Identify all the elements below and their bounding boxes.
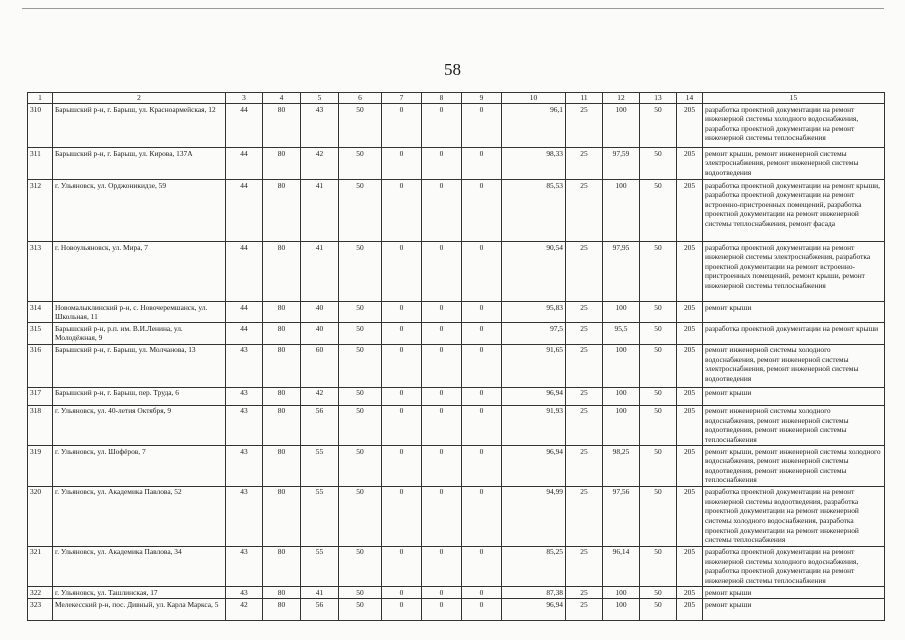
cell-col6: 50 [339,446,382,487]
cell-col9: 0 [462,180,502,242]
top-rule [22,8,884,9]
cell-col11: 25 [566,387,603,405]
cell-col7: 0 [382,104,422,148]
cell-address: Барышский р-н, р.п. им. В.И.Ленина, ул. Молодёжная, 9 [53,323,226,344]
cell-col4: 80 [263,302,301,323]
col-header: 14 [677,93,703,104]
cell-address: Барышский р-н, г. Барыш, ул. Красноармейская, 12 [53,104,226,148]
cell-col12: 100 [603,180,640,242]
cell-col9: 0 [462,587,502,599]
cell-works: ремонт крыши [703,599,885,621]
cell-col11: 25 [566,446,603,487]
cell-col12: 100 [603,302,640,323]
cell-col8: 0 [422,104,462,148]
cell-number: 322 [28,587,53,599]
col-header: 12 [603,93,640,104]
cell-col9: 0 [462,446,502,487]
cell-col13: 50 [640,546,677,587]
header-row [28,93,885,104]
cell-col3: 42 [226,599,263,621]
cell-col3: 44 [226,104,263,148]
cell-col11: 25 [566,587,603,599]
cell-col12: 95,5 [603,323,640,344]
cell-col9: 0 [462,486,502,546]
cell-col5: 42 [301,148,339,180]
cell-col10: 91,65 [502,344,566,387]
cell-col4: 80 [263,344,301,387]
col-header: 3 [226,93,263,104]
cell-col10: 95,83 [502,302,566,323]
cell-address: г. Новоульяновск, ул. Мира, 7 [53,242,226,302]
cell-col11: 25 [566,148,603,180]
col-header: 10 [502,93,566,104]
col-header: 9 [462,93,502,104]
cell-col6: 50 [339,546,382,587]
cell-col13: 50 [640,148,677,180]
cell-col9: 0 [462,344,502,387]
cell-col11: 25 [566,486,603,546]
cell-col14: 205 [677,242,703,302]
cell-col9: 0 [462,148,502,180]
cell-col11: 25 [566,344,603,387]
table-row [28,242,885,302]
cell-col7: 0 [382,180,422,242]
cell-col5: 41 [301,587,339,599]
cell-col5: 43 [301,104,339,148]
cell-col11: 25 [566,405,603,446]
cell-col12: 100 [603,344,640,387]
cell-col3: 44 [226,323,263,344]
cell-number: 310 [28,104,53,148]
col-header: 2 [53,93,226,104]
cell-col6: 50 [339,148,382,180]
cell-col12: 100 [603,599,640,621]
cell-col11: 25 [566,546,603,587]
cell-col14: 205 [677,405,703,446]
cell-works: разработка проектной документации на ремонт инженерной системы холодного водоснабжения, разработка проектной документации на ремонт инженерной системы теплоснабжения [703,546,885,587]
cell-col10: 91,93 [502,405,566,446]
cell-col12: 97,59 [603,148,640,180]
cell-col4: 80 [263,148,301,180]
cell-col4: 80 [263,387,301,405]
cell-col3: 43 [226,405,263,446]
cell-col4: 80 [263,242,301,302]
cell-col14: 205 [677,599,703,621]
cell-col3: 43 [226,546,263,587]
cell-address: г. Ульяновск, ул. Ташлинская, 17 [53,587,226,599]
cell-col14: 205 [677,446,703,487]
cell-col10: 94,99 [502,486,566,546]
cell-col5: 55 [301,546,339,587]
cell-col11: 25 [566,323,603,344]
cell-col6: 50 [339,387,382,405]
cell-col13: 50 [640,242,677,302]
cell-col8: 0 [422,180,462,242]
cell-col5: 41 [301,242,339,302]
cell-col6: 50 [339,104,382,148]
cell-col3: 44 [226,242,263,302]
cell-col10: 96,94 [502,446,566,487]
cell-col10: 98,33 [502,148,566,180]
cell-col9: 0 [462,599,502,621]
cell-col7: 0 [382,405,422,446]
cell-col9: 0 [462,104,502,148]
cell-address: Барышский р-н, г. Барыш, ул. Кирова, 137А [53,148,226,180]
cell-works: ремонт крыши, ремонт инженерной системы холодного водоснабжения, ремонт инженерной системы водоотведения, ремонт инженерной системы теплоснабжения [703,446,885,487]
table-body [28,104,885,621]
cell-col6: 50 [339,599,382,621]
cell-col7: 0 [382,446,422,487]
cell-number: 319 [28,446,53,487]
table-row [28,486,885,546]
cell-col11: 25 [566,599,603,621]
cell-col14: 205 [677,387,703,405]
cell-col4: 80 [263,546,301,587]
cell-col12: 100 [603,387,640,405]
cell-col13: 50 [640,104,677,148]
cell-number: 320 [28,486,53,546]
cell-col9: 0 [462,323,502,344]
cell-address: Барышский р-н, г. Барыш, пер. Труда, 6 [53,387,226,405]
cell-col13: 50 [640,405,677,446]
cell-col13: 50 [640,486,677,546]
cell-address: Барышский р-н, г. Барыш, ул. Молчанова, 13 [53,344,226,387]
cell-works: разработка проектной документации на ремонт инженерной системы электроснабжения, разработка проектной документации на ремонт встроенно-пристроенных помещений, ремонт крыши, ремонт инженерной системы теплоснабжения [703,242,885,302]
cell-number: 318 [28,405,53,446]
table-row [28,546,885,587]
cell-col3: 43 [226,446,263,487]
cell-col3: 44 [226,302,263,323]
col-header: 6 [339,93,382,104]
col-header: 8 [422,93,462,104]
cell-col5: 55 [301,446,339,487]
cell-col7: 0 [382,242,422,302]
col-header: 4 [263,93,301,104]
cell-address: г. Ульяновск, ул. Орджоникидзе, 59 [53,180,226,242]
cell-col10: 87,38 [502,587,566,599]
cell-number: 316 [28,344,53,387]
cell-number: 313 [28,242,53,302]
cell-col10: 90,54 [502,242,566,302]
cell-col13: 50 [640,587,677,599]
cell-col7: 0 [382,323,422,344]
cell-col7: 0 [382,387,422,405]
cell-works: ремонт крыши [703,387,885,405]
cell-col6: 50 [339,587,382,599]
cell-col8: 0 [422,148,462,180]
cell-col13: 50 [640,180,677,242]
cell-address: г. Ульяновск, ул. Шофёров, 7 [53,446,226,487]
cell-col14: 205 [677,546,703,587]
cell-address: г. Ульяновск, ул. 40-летия Октября, 9 [53,405,226,446]
cell-col10: 97,5 [502,323,566,344]
cell-col5: 42 [301,387,339,405]
cell-address: г. Ульяновск, ул. Академика Павлова, 34 [53,546,226,587]
page-number: 58 [444,60,461,79]
cell-col10: 96,1 [502,104,566,148]
cell-col4: 80 [263,446,301,487]
cell-works: ремонт инженерной системы холодного водоснабжения, ремонт инженерной системы водоотведения, ремонт инженерной системы теплоснабжения [703,405,885,446]
col-header: 1 [28,93,53,104]
table-row [28,180,885,242]
cell-col3: 43 [226,387,263,405]
table-row [28,387,885,405]
cell-col11: 25 [566,302,603,323]
cell-col11: 25 [566,242,603,302]
cell-col9: 0 [462,546,502,587]
cell-col12: 96,14 [603,546,640,587]
cell-col13: 50 [640,344,677,387]
cell-col12: 100 [603,405,640,446]
cell-col5: 41 [301,180,339,242]
table-row [28,104,885,148]
cell-col12: 97,56 [603,486,640,546]
cell-col4: 80 [263,587,301,599]
cell-col6: 50 [339,242,382,302]
col-header: 5 [301,93,339,104]
cell-col6: 50 [339,323,382,344]
cell-col9: 0 [462,405,502,446]
cell-number: 317 [28,387,53,405]
cell-col13: 50 [640,599,677,621]
col-header: 11 [566,93,603,104]
table-row [28,302,885,323]
cell-works: ремонт крыши [703,587,885,599]
cell-col7: 0 [382,599,422,621]
cell-col12: 98,25 [603,446,640,487]
cell-col4: 80 [263,486,301,546]
cell-col7: 0 [382,486,422,546]
cell-col6: 50 [339,302,382,323]
cell-works: разработка проектной документации на ремонт инженерной системы холодного водоснабжения, разработка проектной документации на ремонт инженерной системы теплоснабжения [703,104,885,148]
col-header: 15 [703,93,885,104]
cell-col8: 0 [422,242,462,302]
cell-col5: 40 [301,302,339,323]
cell-col14: 205 [677,587,703,599]
cell-col6: 50 [339,405,382,446]
cell-col10: 85,53 [502,180,566,242]
cell-number: 321 [28,546,53,587]
cell-works: разработка проектной документации на ремонт инженерной системы водоотведения, разработка проектной документации на ремонт инженерной системы холодного водоснабжения, разработка проектной документации на ремонт инженерной системы теплоснабжения [703,486,885,546]
cell-col8: 0 [422,587,462,599]
data-table [27,92,885,621]
cell-col3: 44 [226,180,263,242]
cell-address: Мелекесский р-н, пос. Дивный, ул. Карла Маркса, 5 [53,599,226,621]
cell-col12: 100 [603,587,640,599]
cell-col6: 50 [339,180,382,242]
cell-col3: 43 [226,344,263,387]
cell-number: 314 [28,302,53,323]
cell-col13: 50 [640,387,677,405]
cell-col4: 80 [263,323,301,344]
cell-col14: 205 [677,104,703,148]
col-header: 7 [382,93,422,104]
cell-col4: 80 [263,599,301,621]
cell-col14: 205 [677,148,703,180]
cell-col7: 0 [382,546,422,587]
table-row [28,344,885,387]
cell-col14: 205 [677,344,703,387]
table-row [28,599,885,621]
cell-col6: 50 [339,486,382,546]
cell-col8: 0 [422,344,462,387]
cell-col8: 0 [422,546,462,587]
table-row [28,587,885,599]
table-row [28,446,885,487]
cell-col8: 0 [422,302,462,323]
cell-col10: 96,94 [502,599,566,621]
cell-col7: 0 [382,148,422,180]
cell-col8: 0 [422,599,462,621]
cell-col10: 85,25 [502,546,566,587]
cell-col5: 60 [301,344,339,387]
cell-number: 323 [28,599,53,621]
cell-address: г. Ульяновск, ул. Академика Павлова, 52 [53,486,226,546]
col-header: 13 [640,93,677,104]
cell-col5: 56 [301,599,339,621]
table-header [28,93,885,104]
cell-col7: 0 [382,344,422,387]
cell-col14: 205 [677,302,703,323]
cell-address: Новомалыклинский р-н, с. Новочеремшанск, ул. Школьная, 11 [53,302,226,323]
cell-col4: 80 [263,180,301,242]
cell-works: ремонт крыши [703,302,885,323]
table-row [28,405,885,446]
cell-col13: 50 [640,302,677,323]
cell-col8: 0 [422,486,462,546]
cell-col8: 0 [422,323,462,344]
cell-works: ремонт крыши, ремонт инженерной системы электроснабжения, ремонт инженерной системы водоотведения [703,148,885,180]
cell-col3: 43 [226,486,263,546]
cell-col5: 55 [301,486,339,546]
cell-col8: 0 [422,405,462,446]
cell-col11: 25 [566,180,603,242]
cell-number: 311 [28,148,53,180]
cell-number: 315 [28,323,53,344]
cell-col6: 50 [339,344,382,387]
cell-col3: 44 [226,148,263,180]
table-row [28,323,885,344]
cell-col7: 0 [382,587,422,599]
cell-col9: 0 [462,302,502,323]
cell-col8: 0 [422,387,462,405]
cell-col9: 0 [462,387,502,405]
cell-works: разработка проектной документации на ремонт крыши, разработка проектной документации на ремонт встроенно-пристроенных помещений, разработка проектной документации на ремонт инженерной системы теплоснабжения, ремонт фасада [703,180,885,242]
cell-col14: 205 [677,486,703,546]
cell-col8: 0 [422,446,462,487]
cell-col14: 205 [677,323,703,344]
cell-col4: 80 [263,405,301,446]
cell-col3: 43 [226,587,263,599]
cell-col13: 50 [640,323,677,344]
cell-col5: 56 [301,405,339,446]
cell-col7: 0 [382,302,422,323]
table-row [28,148,885,180]
cell-col9: 0 [462,242,502,302]
cell-col11: 25 [566,104,603,148]
cell-col12: 97,95 [603,242,640,302]
cell-col14: 205 [677,180,703,242]
cell-number: 312 [28,180,53,242]
cell-col12: 100 [603,104,640,148]
cell-col13: 50 [640,446,677,487]
cell-col5: 40 [301,323,339,344]
cell-col10: 96,94 [502,387,566,405]
cell-works: разработка проектной документации на ремонт крыши [703,323,885,344]
cell-works: ремонт инженерной системы холодного водоснабжения, ремонт инженерной системы электроснабжения, ремонт инженерной системы водоотведения [703,344,885,387]
cell-col4: 80 [263,104,301,148]
